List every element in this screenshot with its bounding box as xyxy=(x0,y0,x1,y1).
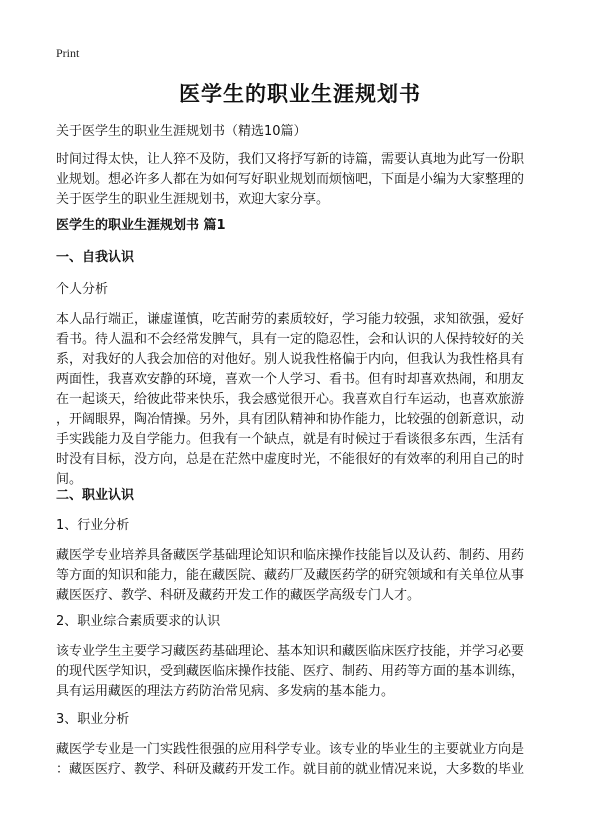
page-title: 医学生的职业生涯规划书 xyxy=(179,82,421,106)
subheading-personal-analysis: 个人分析 xyxy=(56,282,109,297)
career-analysis-paragraph: 藏医学专业是一门实践性很强的应用科学专业。该专业的毕业生的主要就业方向是 ：藏医医疗、教学、科研及藏药开发工作。就目前的就业情况来说，大多数的毕业 xyxy=(56,742,525,777)
intro-paragraph: 时间过得太快，让人猝不及防，我们又将抒写新的诗篇，需要认真地为此写一份职 业规划。想必许多人都在为如何写好职业规划而烦恼吧，下面是小编为大家整理的 关于医学生的职业生涯规划书，欢迎大家分享。 xyxy=(56,152,525,207)
subheading-industry-analysis: 1、行业分析 xyxy=(56,518,130,533)
subheading-quality-requirements: 2、职业综合素质要求的认识 xyxy=(56,614,221,629)
quality-requirements-paragraph: 该专业学生主要学习藏医药基础理论、基本知识和藏医临床医疗技能，并学习必要 的现代医学知识，受到藏医临床操作技能、医疗、制药、用药等方面的基本训练， 具有运用藏医的理法方药防治常见病、多发病的基本能力。 xyxy=(56,644,525,699)
heading-self-knowledge: 一、自我认识 xyxy=(56,250,135,265)
print-link[interactable]: Print xyxy=(56,46,80,60)
industry-analysis-paragraph: 藏医学专业培养具备藏医学基础理论知识和临床操作技能旨以及认药、制药、用药 等方面的知识和能力，能在藏医院、藏药厂及藏医药学的研究领域和有关单位从事 藏医医疗、教学、科研及藏药开发工作的藏医学高级专门人才。 xyxy=(56,548,525,603)
heading-career-knowledge: 二、职业认识 xyxy=(56,488,135,503)
section-title: 医学生的职业生涯规划书 篇1 xyxy=(56,218,226,233)
subheading-career-analysis: 3、职业分析 xyxy=(56,712,130,727)
personal-analysis-paragraph: 本人品行端正，谦虚谨慎，吃苦耐劳的素质较好，学习能力较强，求知欲强，爱好 看书。待人温和不会经常发脾气，具有一定的隐忍性，会和认识的人保持较好的关 系，对我好的人我会加倍的对他好。别人说我性格偏于内向，但我认为我性格具有 两面性，我喜欢安静的环境，喜欢一个人学习、看书。但有时却喜欢热闹，和朋友 在一起谈天，给彼此带来快乐，我会感觉很开心。我喜欢自行车运动，也喜欢旅游 ，开阔眼界，陶冶情操。另外，具有团队精神和协作能力，比较强的创新意识，动 手实践能力及自学能力。但我有一个缺点，就是有时候过于看谈很多东西，生活有 时没有目标，没方向，总是在茫然中虚度时光，不能很好的有效率的利用自己的时 间。 xyxy=(56,312,525,487)
subtitle: 关于医学生的职业生涯规划书（精选10篇） xyxy=(56,124,307,139)
